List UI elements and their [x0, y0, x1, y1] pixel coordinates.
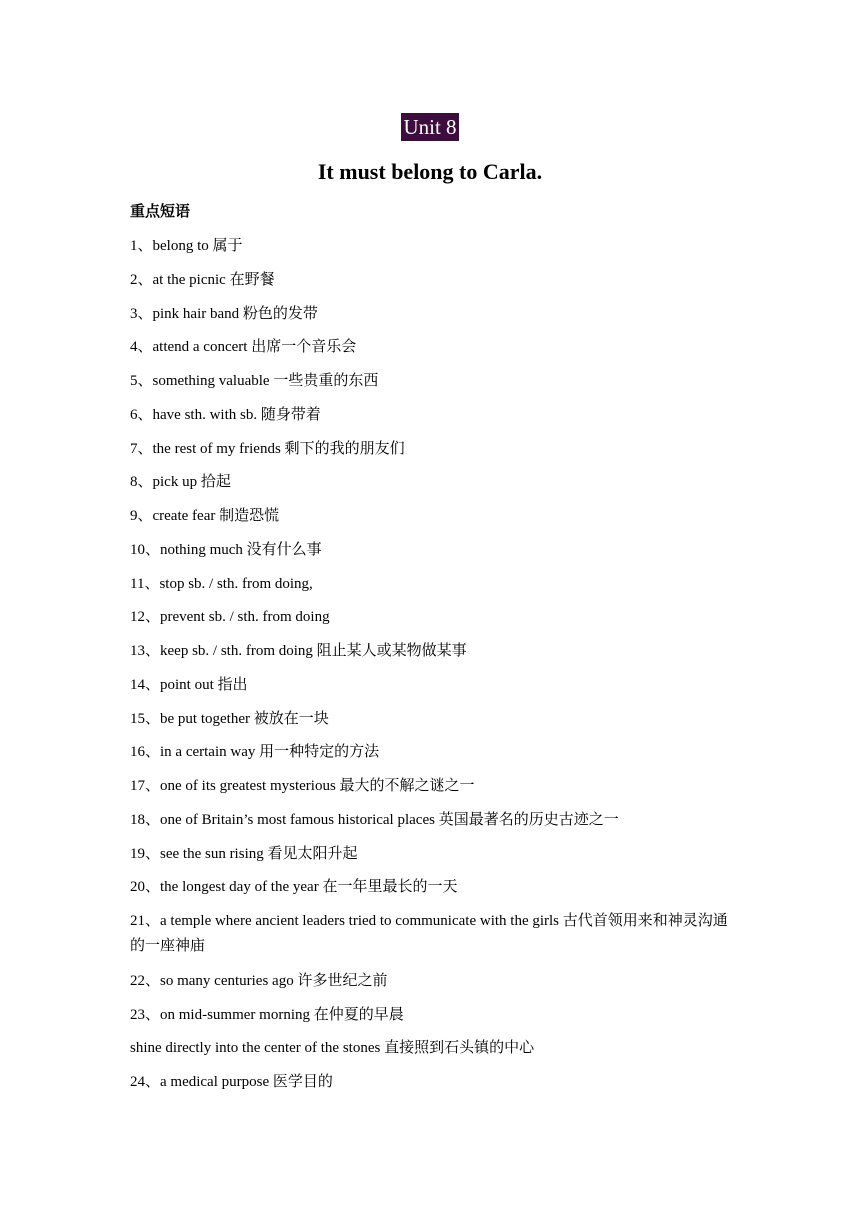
phrase-cn: 医学目的 — [272, 1072, 333, 1090]
phrase-en: 2、at the picnic — [130, 271, 230, 288]
list-item — [130, 841, 730, 865]
unit-heading — [0, 113, 860, 141]
phrase-en: 8、pick up — [130, 474, 201, 491]
phrase-cn: 被放在一块 — [253, 708, 329, 727]
phrase-cn: 制造恐慌 — [219, 506, 280, 524]
list-item — [130, 503, 730, 527]
phrase-en: 6、have sth. with sb. — [130, 406, 261, 423]
phrase-cn: 在仲夏的早晨 — [313, 1004, 404, 1023]
phrase-cn: 在一年里最长的一天 — [322, 877, 458, 896]
list-item — [130, 301, 730, 325]
list-item — [130, 233, 730, 257]
phrase-en: 23、on mid-summer morning — [130, 1006, 314, 1023]
phrase-cn: 一些贵重的东西 — [273, 371, 379, 389]
phrase-cn: 阻止某人或某物做某事 — [316, 641, 467, 659]
list-item — [130, 706, 730, 730]
list-item — [130, 1002, 730, 1026]
list-item — [130, 807, 730, 831]
list-item — [130, 334, 730, 358]
list-item — [130, 402, 730, 426]
phrase-list — [130, 233, 730, 1103]
phrase-en: 11、stop sb. / sth. from doing, — [130, 575, 313, 592]
phrase-en: 22、so many centuries ago — [130, 972, 298, 989]
list-item — [130, 908, 730, 958]
phrase-en: 3、pink hair band — [130, 305, 243, 322]
phrase-cn: 直接照到石头镇的中心 — [384, 1038, 535, 1057]
phrase-cn: 古代首领用来和神灵沟通的一座神庙 — [130, 911, 728, 954]
list-item — [130, 368, 730, 392]
phrase-en: 7、the rest of my friends — [130, 440, 285, 457]
phrase-cn: 随身带着 — [260, 404, 321, 423]
unit-label: Unit 8 — [403, 115, 457, 139]
phrase-en: 17、one of its greatest mysterious — [130, 778, 340, 794]
phrase-en: 10、nothing much — [130, 541, 247, 558]
list-item — [130, 537, 730, 561]
phrase-en: 21、a temple where ancient leaders tried to communicate with the girls — [130, 913, 563, 929]
phrase-en: 9、create fear — [130, 508, 220, 524]
list-item — [130, 773, 730, 797]
list-item — [130, 1069, 730, 1093]
section-title: 重点短语 — [130, 202, 191, 220]
phrase-cn: 出席一个音乐会 — [251, 337, 357, 356]
page-title: It must belong to Carla. — [317, 159, 543, 184]
list-item — [130, 604, 730, 628]
list-item — [130, 1035, 730, 1059]
list-item — [130, 638, 730, 662]
list-item — [130, 267, 730, 291]
phrase-en: 15、be put together — [130, 710, 254, 727]
phrase-en: 19、see the sun rising — [130, 845, 268, 862]
phrase-cn: 看见太阳升起 — [267, 843, 358, 862]
phrase-en: 18、one of Britain’s most famous historical places — [130, 811, 439, 828]
phrase-cn: 在野餐 — [229, 269, 275, 288]
phrase-en: 1、belong to — [130, 238, 213, 254]
phrase-en: 24、a medical purpose — [130, 1074, 273, 1090]
list-item — [130, 436, 730, 460]
phrase-en: 20、the longest day of the year — [130, 879, 323, 896]
phrase-cn: 剩下的我的朋友们 — [284, 438, 405, 457]
list-item — [130, 672, 730, 696]
phrase-cn: 用一种特定的方法 — [259, 742, 380, 761]
list-item — [130, 571, 730, 595]
phrase-en: 16、in a certain way — [130, 744, 260, 761]
phrase-en: 4、attend a concert — [130, 339, 252, 356]
phrase-cn: 属于 — [212, 236, 243, 254]
list-item — [130, 874, 730, 898]
phrase-en: 12、prevent sb. / sth. from doing — [130, 609, 330, 626]
phrase-cn: 最大的不解之谜之一 — [339, 776, 475, 794]
phrase-cn: 英国最著名的历史古迹之一 — [438, 809, 619, 828]
phrase-en: 5、something valuable — [130, 373, 274, 389]
list-item — [130, 469, 730, 493]
phrase-en: 13、keep sb. / sth. from doing — [130, 643, 317, 659]
phrase-cn: 粉色的发带 — [242, 303, 318, 322]
list-item — [130, 739, 730, 763]
phrase-cn: 指出 — [217, 674, 248, 693]
phrase-cn: 拾起 — [200, 472, 231, 491]
phrase-cn: 没有什么事 — [246, 539, 322, 558]
phrase-cn: 许多世纪之前 — [297, 970, 388, 989]
phrase-en: 14、point out — [130, 676, 218, 693]
list-item — [130, 968, 730, 992]
phrase-en: shine directly into the center of the stones — [130, 1040, 385, 1057]
